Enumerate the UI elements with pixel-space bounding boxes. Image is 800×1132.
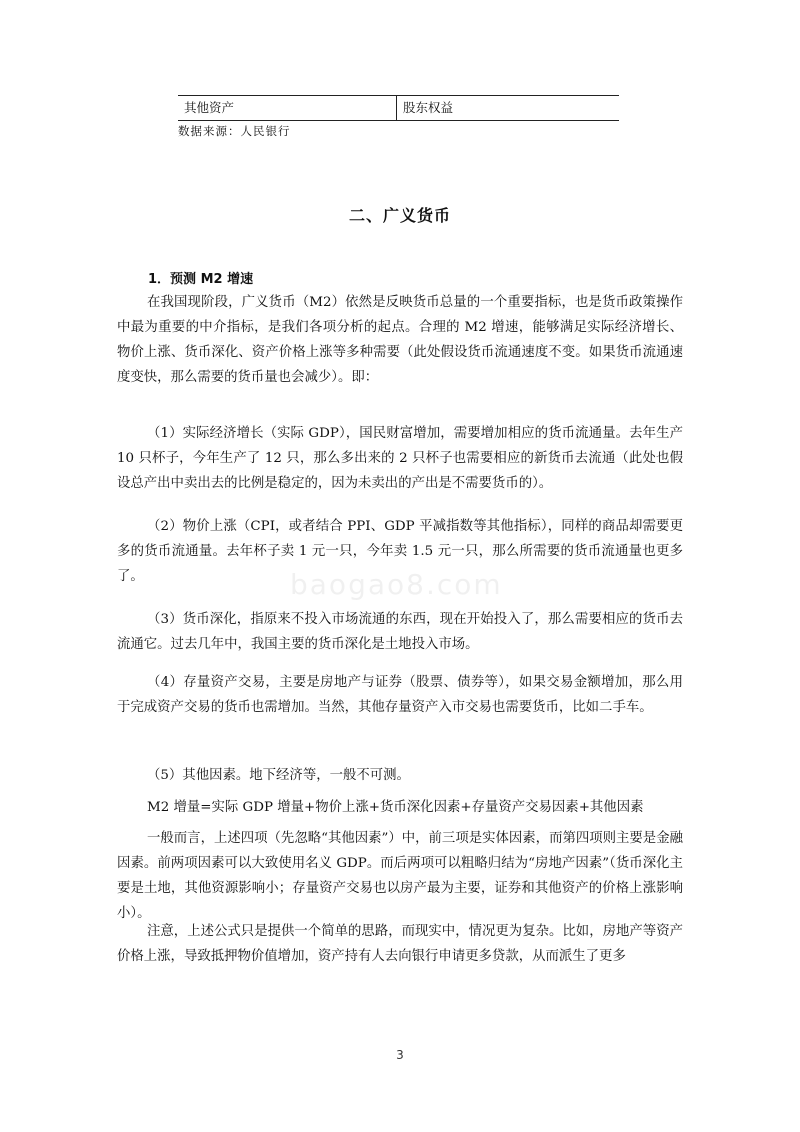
section-title: 二、广义货币	[348, 206, 451, 225]
table-cell-other-assets: 其他资产	[178, 96, 397, 120]
item-2-paragraph: （2）物价上涨（CPI，或者结合 PPI、GDP 平减指数等其他指标），同样的商品却需要更多的货币流通量。去年杯子卖 1 元一只，今年卖 1.5 元一只，那么所需要的货币流通量也更多了。	[117, 519, 683, 584]
data-source-note: 数据来源：人民银行	[178, 124, 291, 138]
subsection-title: 1．预测 M2 增速	[148, 272, 254, 287]
balance-sheet-table-row	[178, 95, 619, 121]
item-4-paragraph: （4）存量资产交易，主要是房地产与证券（股票、债券等），如果交易金额增加，那么用于完成资产交易的货币也需增加。当然，其他存量资产入市交易也需要货币，比如二手车。	[117, 675, 683, 715]
item-5-paragraph: （5）其他因素。地下经济等，一般不可测。	[147, 768, 410, 783]
note-paragraph: 注意，上述公式只是提供一个简单的思路，而现实中，情况更为复杂。比如，房地产等资产价格上涨，导致抵押物价值增加，资产持有人去向银行申请更多贷款，从而派生了更多	[117, 924, 683, 964]
intro-paragraph: 在我国现阶段，广义货币（M2）依然是反映货币总量的一个重要指标，也是货币政策操作中最为重要的中介指标，是我们各项分析的起点。合理的 M2 增速，能够满足实际经济增长、物价上涨、货币深化、资产价格上涨等多种需要（此处假设货币流通速度不变。如果货币流通速度变快，那么需要的货币量也会减少）。即：	[117, 295, 683, 385]
m2-formula: M2 增量=实际 GDP 增量+物价上涨+货币深化因素+存量资产交易因素+其他因素	[147, 800, 644, 815]
table-cell-shareholder-equity: 股东权益	[403, 100, 454, 115]
page-number: 3	[396, 1048, 404, 1062]
item-1-paragraph: （1）实际经济增长（实际 GDP），国民财富增加，需要增加相应的货币流通量。去年生产 10 只杯子，今年生产了 12 只，那么多出来的 2 只杯子也需要相应的新货币去流通（此处也假设总产出中卖出去的比例是稳定的，因为未卖出的产出是不需要货币的）。	[117, 426, 683, 491]
summary-paragraph: 一般而言，上述四项（先忽略“其他因素”）中，前三项是实体因素，而第四项则主要是金融因素。前两项因素可以大致使用名义 GDP。而后两项可以粗略归结为“房地产因素”（货币深化主要是土地，其他资源影响小；存量资产交易也以房产最为主要，证券和其他资产的价格上涨影响小）。	[117, 831, 683, 921]
watermark: baogao8.com	[290, 568, 503, 601]
item-3-paragraph: （3）货币深化，指原来不投入市场流通的东西，现在开始投入了，那么需要相应的货币去流通它。过去几年中，我国主要的货币深化是土地投入市场。	[117, 612, 683, 652]
